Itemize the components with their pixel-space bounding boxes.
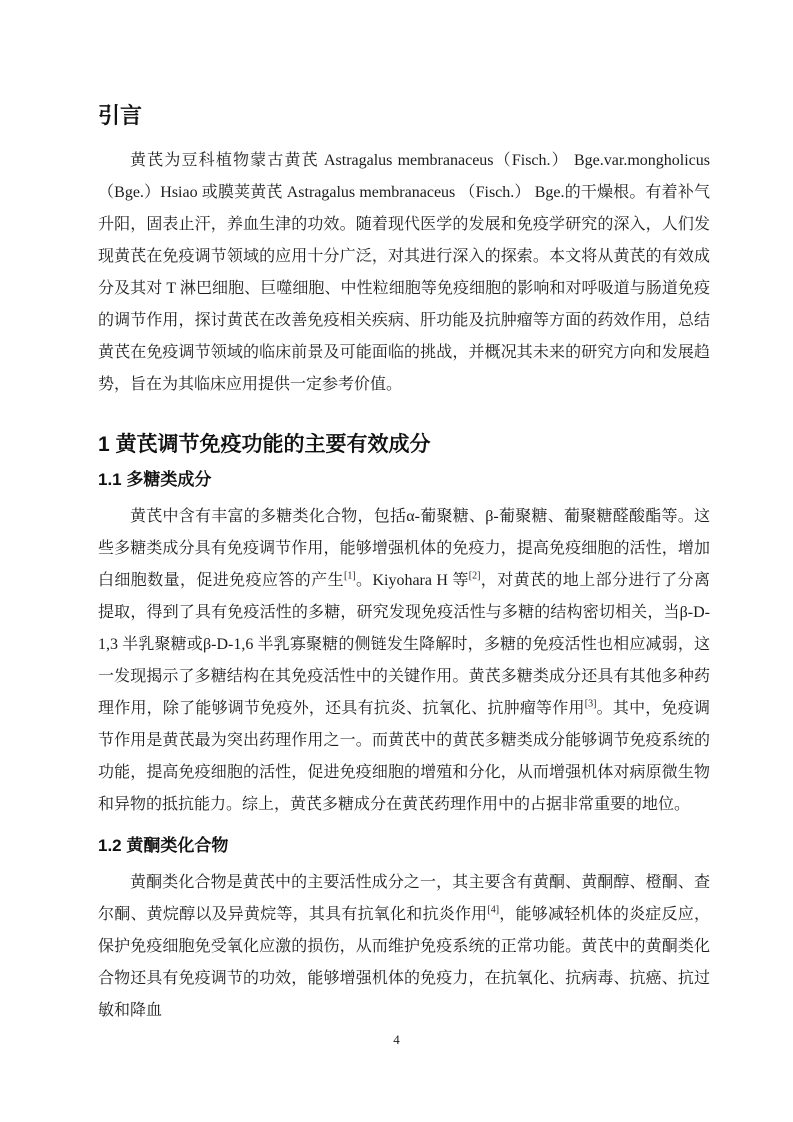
section-1-heading: 1 黄芪调节免疫功能的主要有效成分 (98, 433, 431, 456)
section-1-2-paragraph (98, 867, 710, 1027)
section-1-2-heading: 1.2 黄酮类化合物 (98, 836, 229, 855)
paragraph-text: ，对黄芪的地上部分进行了分离提取，得到了具有免疫活性的多糖，研究发现免疫活性与多糖的结构密切相关，当β-D-1,3 半乳聚糖或β-D-1,6 半乳寡聚糖的侧链发生降解时，多糖的免疫活性也相应减弱，这一发现揭示了多糖结构在其免疫活性中的关键作用。黄芪多糖类成分还具有其他多种药理作用，除了能够调节免疫外，还具有抗炎、抗氧化、抗肿瘤等作用 (98, 572, 710, 717)
citation-ref-2: [2] (468, 570, 481, 582)
paragraph-text: 黄芪中含有丰富的多糖类化合物，包括α-葡聚糖、β-葡聚糖、葡聚糖醛酸酯等。这些多糖类成分具有免疫调节作用，能够增强机体的免疫力，提高免疫细胞的活性，增加白细胞数量，促进免疫应答的产生 (98, 508, 710, 589)
citation-ref-4: [4] (487, 904, 500, 916)
section-1-1-paragraph (98, 501, 710, 821)
citation-ref-3: [3] (584, 698, 597, 710)
intro-paragraph: 黄芪为豆科植物蒙古黄芪 Astragalus membranaceus（Fisch.） Bge.var.mongholicus（Bge.）Hsiao 或膜荚黄芪 Astragalus membranaceus （Fisch.） Bge.的干燥根。有着补气升阳，固表止汗，养血生津的功效。随着现代医学的发展和免疫学研究的深入，人们发现黄芪在免疫调节领域的应用十分广泛，对其进行深入的探索。本文将从黄芪的有效成分及其对 T 淋巴细胞、巨噬细胞、中性粒细胞等免疫细胞的影响和对呼吸道与肠道免疫的调节作用，探讨黄芪在改善免疫相关疾病、肝功能及抗肿瘤等方面的药效作用，总结黄芪在免疫调节领域的临床前景及可能面临的挑战，并概况其未来的研究方向和发展趋势，旨在为其临床应用提供一定参考价值。 (98, 152, 710, 393)
citation-ref-1: [1] (343, 570, 356, 582)
paragraph-text: 。其中，免疫调节作用是黄芪最为突出药理作用之一。而黄芪中的黄芪多糖类成分能够调节免疫系统的功能，提高免疫细胞的活性，促进免疫细胞的增殖和分化，从而增强机体对病原微生物和异物的抵抗能力。综上，黄芪多糖成分在黄芪药理作用中的占据非常重要的地位。 (98, 700, 710, 813)
section-1-1-heading: 1.1 多糖类成分 (98, 470, 212, 489)
paragraph-text: ，能够减轻机体的炎症反应，保护免疫细胞免受氧化应激的损伤，从而维护免疫系统的正常功能。黄芪中的黄酮类化合物还具有免疫调节的功效，能够增强机体的免疫力，在抗氧化、抗病毒、抗癌、抗过敏和降血 (98, 906, 710, 1019)
intro-heading: 引言 (98, 103, 143, 128)
paragraph-text: 黄酮类化合物是黄芪中的主要活性成分之一，其主要含有黄酮、黄酮醇、橙酮、查尔酮、黄烷醇以及异黄烷等，其具有抗氧化和抗炎作用 (98, 874, 710, 923)
paragraph-text: 。Kiyohara H 等 (355, 572, 469, 589)
page-number: 4 (393, 1032, 400, 1047)
